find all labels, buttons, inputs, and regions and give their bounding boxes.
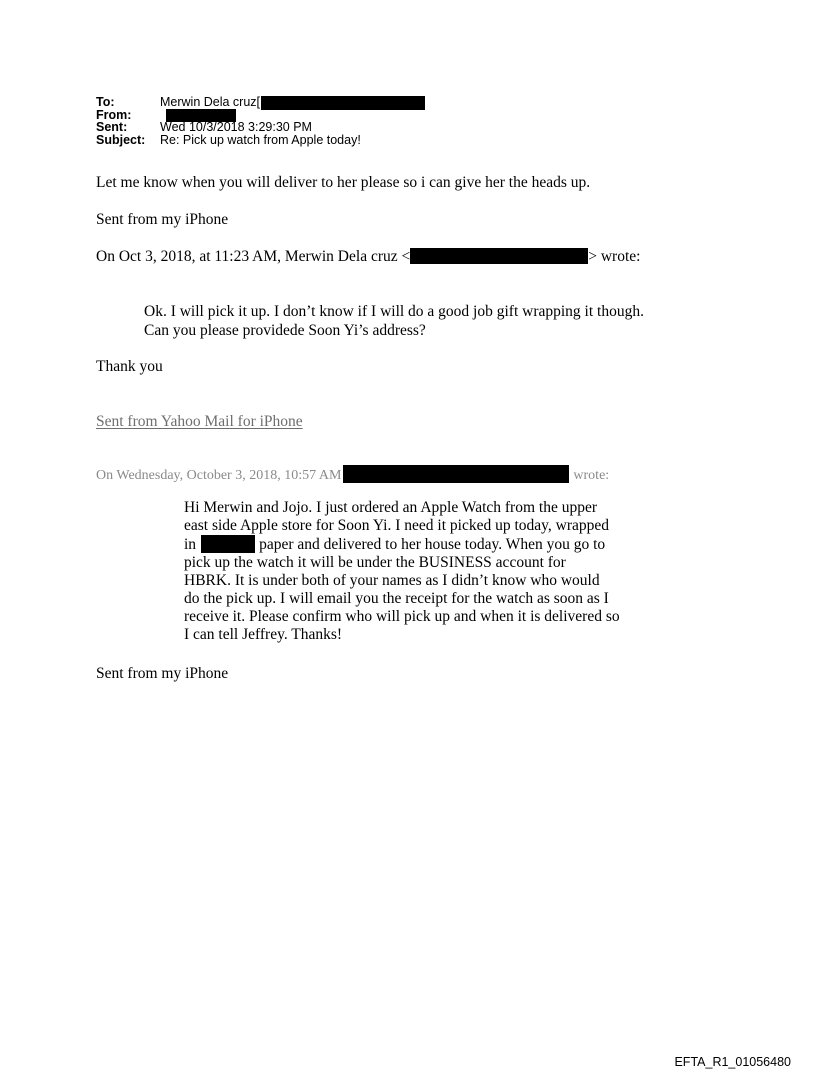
- to-name: Merwin Dela cruz[: [160, 95, 261, 109]
- original-message-line: do the pick up. I will email you the receipt for the watch as soon as I: [184, 589, 609, 607]
- original-attribution: [96, 465, 609, 484]
- original-message-line: receive it. Please confirm who will pick up and when it is delivered so: [184, 608, 620, 626]
- yahoo-mail-link[interactable]: Sent from Yahoo Mail for iPhone: [96, 413, 303, 430]
- to-email-redaction: [261, 96, 425, 110]
- original-message-line: pick up the watch it will be under the BUSINESS account for: [184, 553, 566, 571]
- original-message-line: I can tell Jeffrey. Thanks!: [184, 626, 343, 644]
- original-attribution-suffix: wrote:: [573, 468, 610, 483]
- sent-value: Wed 10/3/2018 3:29:30 PM: [160, 120, 312, 134]
- reply-attribution: [96, 248, 640, 266]
- thanks-line: Thank you: [96, 358, 163, 375]
- quoted-reply-line: Ok. I will pick it up. I don’t know if I will do a good job gift wrapping it though.: [144, 303, 644, 320]
- original-attribution-prefix: On Wednesday, October 3, 2018, 10:57 AM: [96, 468, 342, 483]
- original-message-line: [184, 535, 620, 553]
- original-signature: Sent from my iPhone: [96, 665, 229, 682]
- from-label: From:: [96, 107, 132, 122]
- original-message-line-prefix: in: [184, 536, 197, 554]
- subject-label: Subject:: [96, 132, 146, 147]
- sent-label: Sent:: [96, 120, 128, 134]
- original-message-line: east side Apple store for Soon Yi. I need it picked up today, wrapped: [184, 517, 610, 535]
- subject-value: Re: Pick up watch from Apple today!: [160, 132, 361, 147]
- reply-attribution-suffix: > wrote:: [588, 248, 641, 265]
- quoted-reply-line: Can you please providede Soon Yi’s address?: [144, 322, 426, 339]
- document-id: EFTA_R1_01056480: [674, 1055, 791, 1069]
- reply-email-redaction: [410, 248, 588, 264]
- to-label: To:: [96, 95, 115, 109]
- reply-attribution-prefix: On Oct 3, 2018, at 11:23 AM, Merwin Dela cruz <: [96, 248, 411, 265]
- original-sender-redaction: [343, 465, 569, 483]
- wrapping-paper-redaction: [201, 535, 255, 553]
- original-message-line: Hi Merwin and Jojo. I just ordered an Apple Watch from the upper: [184, 499, 597, 516]
- message-line: Let me know when you will deliver to her please so i can give her the heads up.: [96, 174, 591, 191]
- message-signature: Sent from my iPhone: [96, 211, 229, 228]
- original-message-line-suffix: paper and delivered to her house today. When you go to: [259, 536, 606, 554]
- original-message-block: [184, 499, 620, 645]
- quoted-reply-block: [144, 302, 644, 340]
- original-message-line: HBRK. It is under both of your names as I didn’t know who would: [184, 571, 600, 589]
